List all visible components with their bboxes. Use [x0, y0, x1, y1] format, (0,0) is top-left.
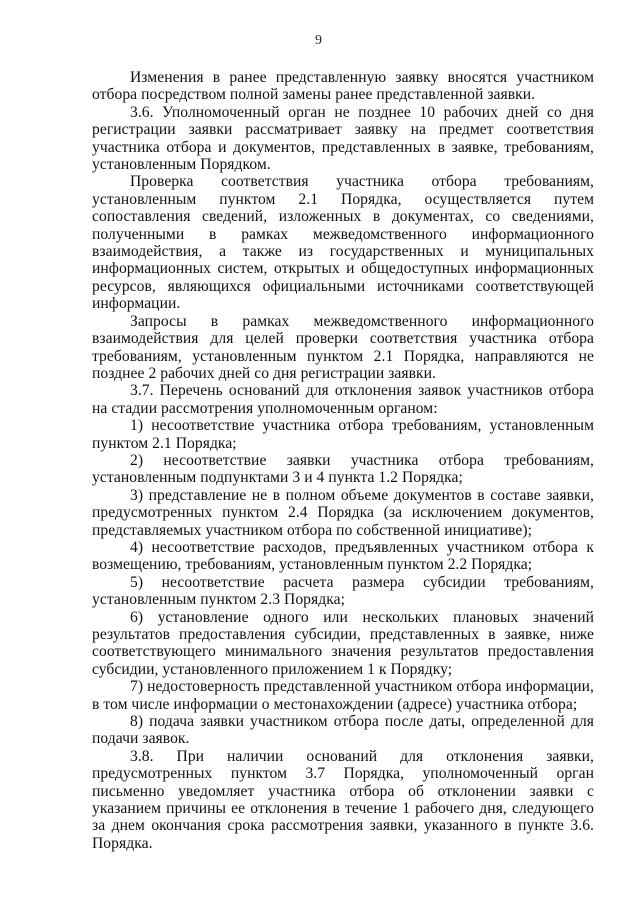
list-item-2: 2) несоответствие заявки участника отбора требованиям, установленным подпунктами 3 и 4 пункта 1.2 Порядка;	[92, 451, 594, 487]
paragraph-amendment: Изменения в ранее представленную заявку вносятся участником отбора посредством полной замены ранее представленной заявки.	[92, 69, 594, 104]
paragraph-3-6: 3.6. Уполномоченный орган не позднее 10 рабочих дней со дня регистрации заявки рассматривает заявку на предмет соответствия участника отбора и документов, представленных в заявке, требованиям, установленным Порядком.	[92, 103, 594, 174]
list-item-3: 3) представление не в полном объеме документов в составе заявки, предусмотренных пунктом 2.4 Порядка (за исключением документов, представляемых участником отбора по собственной инициативе);	[92, 486, 594, 539]
list-item-4: 4) несоответствие расходов, предъявленных участником отбора к возмещению, требованиям, установленным пунктом 2.2 Порядка;	[92, 538, 594, 574]
paragraph-verification: Проверка соответствия участника отбора требованиям, установленным пунктом 2.1 Порядка, осуществляется путем сопоставления сведений, изложенных в документах, со сведениями, полученными в рамках межведомственного информационного взаимодействия, а также из государственных и муниципальных информационных систем, открытых и общедоступных информационных ресурсов, являющихся официальными источниками соответствующей информации.	[92, 173, 594, 313]
list-item-7: 7) недостоверность представленной участником отбора информации, в том числе информации о местонахождении (адресе) участника отбора;	[92, 678, 594, 713]
paragraph-3-8: 3.8. При наличии оснований для отклонения заявки, предусмотренных пунктом 3.7 Порядка, уполномоченный орган письменно уведомляет участника отбора об отклонении заявки с указанием причины ее отклонения в течение 1 рабочего дня, следующего за днем окончания срока рассмотрения заявки, указанного в пункте 3.6. Порядка.	[92, 747, 594, 852]
page-number: 9	[315, 33, 322, 48]
list-item-1: 1) несоответствие участника отбора требованиям, установленным пунктом 2.1 Порядка;	[92, 417, 594, 452]
list-item-6: 6) установление одного или нескольких плановых значений результатов предоставления субсидии, представленных в заявке, ниже соответствующего минимального значения результатов предоставления субсидии, установленного приложением 1 к Порядку;	[92, 608, 594, 678]
paragraph-requests: Запросы в рамках межведомственного информационного взаимодействия для целей проверки соответствия участника отбора требованиям, установленным пунктом 2.1 Порядка, направляются не позднее 2 рабочих дней со дня регистрации заявки.	[92, 312, 594, 382]
paragraph-3-7: 3.7. Перечень оснований для отклонения заявок участников отбора на стадии рассмотрения уполномоченным органом:	[92, 382, 594, 417]
list-item-5: 5) несоответствие расчета размера субсидии требованиям, установленным пунктом 2.3 Порядка;	[92, 573, 594, 609]
document-body	[92, 69, 594, 852]
list-item-8: 8) подача заявки участником отбора после даты, определенной для подачи заявок.	[92, 713, 594, 748]
